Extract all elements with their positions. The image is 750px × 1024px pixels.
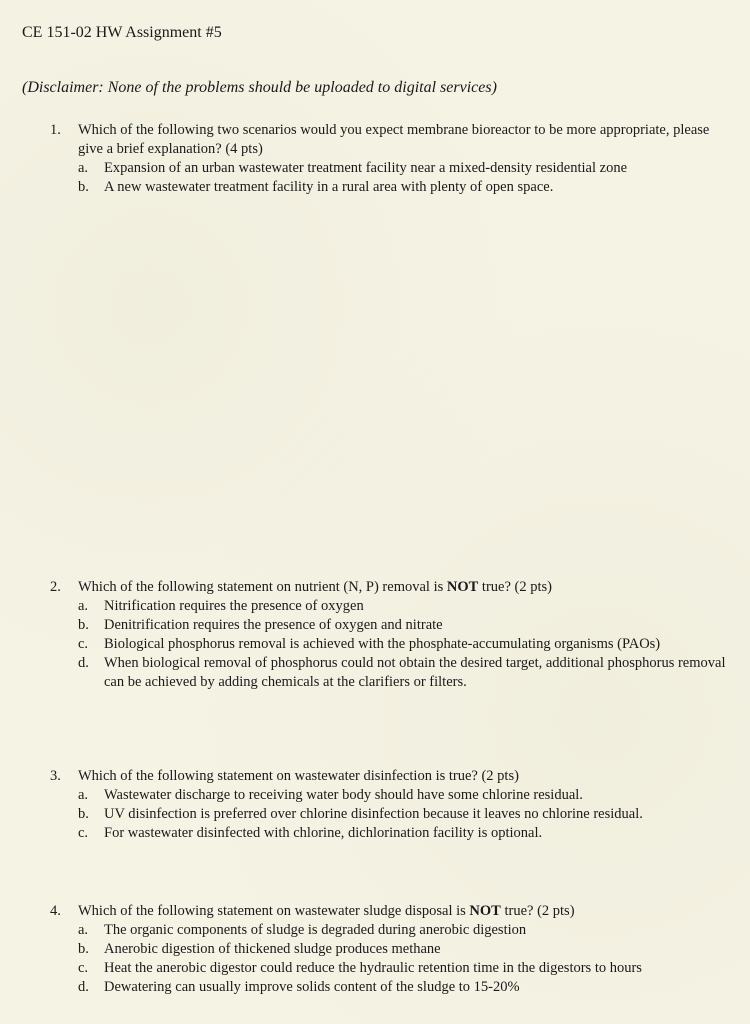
question-4 (0, 902, 750, 997)
option-text: Nitrification requires the presence of oxygen (104, 598, 364, 614)
option-letter: b. (78, 617, 89, 633)
option-letter: c. (78, 825, 89, 841)
disclaimer-text: (Disclaimer: None of the problems should be uploaded to digital services) (22, 79, 497, 96)
option-b (0, 178, 750, 197)
option-text: For wastewater disinfected with chlorine, dichlorination facility is optional. (104, 825, 543, 841)
question-emphasis: NOT (446, 579, 479, 595)
question-body-after: true? (2 pts) (500, 903, 575, 919)
option-b (0, 616, 750, 635)
question-text (0, 578, 750, 597)
option-letter: a. (78, 160, 89, 176)
option-text: Wastewater discharge to receiving water body should have some chlorine residual. (104, 787, 583, 803)
question-3 (0, 767, 750, 843)
question-body-after: true? (2 pts) (478, 579, 552, 595)
question-emphasis: NOT (469, 903, 501, 919)
option-letter: c. (78, 636, 89, 652)
question-text (0, 767, 750, 786)
option-d (0, 654, 750, 692)
question-body: Which of the following two scenarios would you expect membrane bioreactor to be more appropriate, please give a brief explanation? (4 pts) (78, 122, 710, 157)
option-text: When biological removal of phosphorus could not obtain the desired target, additional phosphorus removal can be achieved by adding chemicals at the clarifiers or filters. (104, 655, 726, 690)
question-text (0, 902, 750, 921)
question-body-before: Which of the following statement on wastewater sludge disposal is (78, 903, 470, 919)
option-letter: a. (78, 922, 89, 938)
page-title: CE 151-02 HW Assignment #5 (22, 24, 222, 41)
option-text: Expansion of an urban wastewater treatment facility near a mixed-density residential zone (104, 160, 628, 176)
option-letter: b. (78, 806, 89, 822)
option-b (0, 805, 750, 824)
question-1 (0, 121, 750, 197)
question-number: 1. (50, 122, 61, 138)
option-c (0, 635, 750, 654)
option-d (0, 978, 750, 997)
question-2 (0, 578, 750, 692)
question-number: 2. (50, 579, 61, 595)
option-text: Heat the anerobic digestor could reduce the hydraulic retention time in the digestors to hours (104, 960, 642, 976)
option-letter: d. (78, 655, 89, 671)
option-letter: a. (78, 787, 89, 803)
option-text: A new wastewater treatment facility in a rural area with plenty of open space. (104, 179, 554, 195)
option-text: Anerobic digestion of thickened sludge produces methane (104, 941, 441, 957)
option-text: Denitrification requires the presence of oxygen and nitrate (104, 617, 443, 633)
question-body-before: Which of the following statement on nutrient (N, P) removal is (78, 579, 447, 595)
option-letter: b. (78, 179, 89, 195)
option-text: Dewatering can usually improve solids content of the sludge to 15-20% (104, 979, 520, 995)
option-a (0, 597, 750, 616)
option-text: UV disinfection is preferred over chlorine disinfection because it leaves no chlorine residual. (104, 806, 643, 822)
option-text: Biological phosphorus removal is achieved with the phosphate-accumulating organisms (PAOs) (104, 636, 661, 652)
question-text (0, 121, 750, 159)
option-letter: c. (78, 960, 89, 976)
option-b (0, 940, 750, 959)
option-letter: d. (78, 979, 89, 995)
option-a (0, 921, 750, 940)
option-c (0, 959, 750, 978)
option-text: The organic components of sludge is degraded during anerobic digestion (104, 922, 527, 938)
option-letter: a. (78, 598, 89, 614)
option-letter: b. (78, 941, 89, 957)
question-number: 3. (50, 768, 61, 784)
question-body: Which of the following statement on wastewater disinfection is true? (2 pts) (78, 768, 519, 784)
option-a (0, 159, 750, 178)
option-c (0, 824, 750, 843)
option-a (0, 786, 750, 805)
question-number: 4. (50, 903, 61, 919)
